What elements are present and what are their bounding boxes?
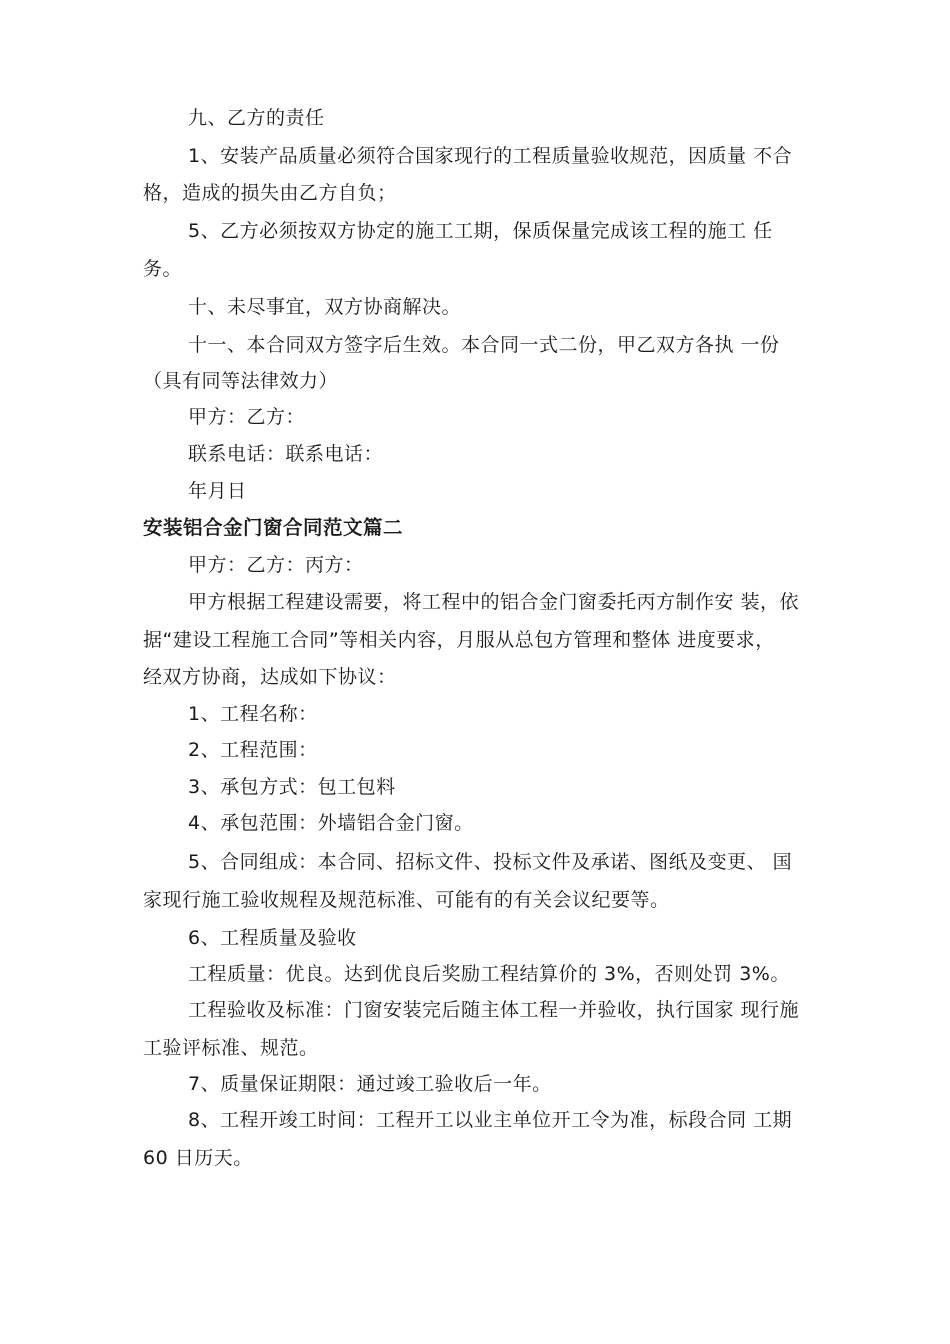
- clause-line: 4、承包范围：外墙铝合金门窗。: [188, 812, 474, 834]
- article-title: 安装铝合金门窗合同范文篇二: [143, 516, 404, 539]
- section-heading-10: 十、未尽事宜，双方协商解决。: [188, 296, 462, 318]
- clause-line: 2、工程范围：: [188, 739, 318, 761]
- parties-line: 甲方：乙方：丙方：: [188, 554, 364, 576]
- paragraph-line: 5、乙方必须按双方协定的施工工期，保质保量完成该工程的施工 任: [188, 220, 773, 242]
- clause-line: 1、工程名称：: [188, 703, 318, 725]
- clause-line: 7、质量保证期限：通过竣工验收后一年。: [188, 1073, 552, 1095]
- signature-party-line: 甲方：乙方：: [188, 406, 306, 428]
- paragraph-line: 甲方根据工程建设需要，将工程中的铝合金门窗委托丙方制作安 装，依: [188, 591, 800, 613]
- paragraph-line: （具有同等法律效力）: [143, 370, 339, 392]
- clause-line: 8、工程开竣工时间：工程开工以业主单位开工令为准，标段合同 工期: [188, 1109, 793, 1131]
- paragraph-line: 格，造成的损失由乙方自负；: [143, 182, 397, 204]
- paragraph-line: 工程质量：优良。达到优良后奖励工程结算价的 3%，否则处罚 3%。: [188, 963, 790, 985]
- paragraph-line: 60 日历天。: [143, 1147, 253, 1169]
- paragraph-line: 1、安装产品质量必须符合国家现行的工程质量验收规范，因质量 不合: [188, 145, 793, 167]
- clause-line: 6、工程质量及验收: [188, 927, 357, 949]
- section-heading-11: 十一、本合同双方签字后生效。本合同一式二份，甲乙双方各执 一份: [188, 334, 780, 356]
- paragraph-line: 家现行施工验收规程及规范标准、可能有的有关会议纪要等。: [143, 889, 670, 911]
- signature-date-line: 年月日: [188, 480, 247, 502]
- clause-line: 3、承包方式：包工包料: [188, 776, 396, 798]
- clause-line: 5、合同组成：本合同、招标文件、投标文件及承诺、图纸及变更、 国: [188, 851, 793, 873]
- paragraph-line: 工程验收及标准：门窗安装完后随主体工程一并验收，执行国家 现行施: [188, 999, 800, 1021]
- paragraph-line: 工验评标准、规范。: [143, 1037, 319, 1059]
- paragraph-line: 经双方协商，达成如下协议：: [143, 666, 397, 688]
- paragraph-line: 据“建设工程施工合同”等相关内容，月服从总包方管理和整体 进度要求，: [143, 629, 775, 651]
- paragraph-line: 务。: [143, 258, 183, 280]
- signature-phone-line: 联系电话：联系电话：: [188, 443, 384, 465]
- section-heading-9: 九、乙方的责任: [188, 107, 325, 129]
